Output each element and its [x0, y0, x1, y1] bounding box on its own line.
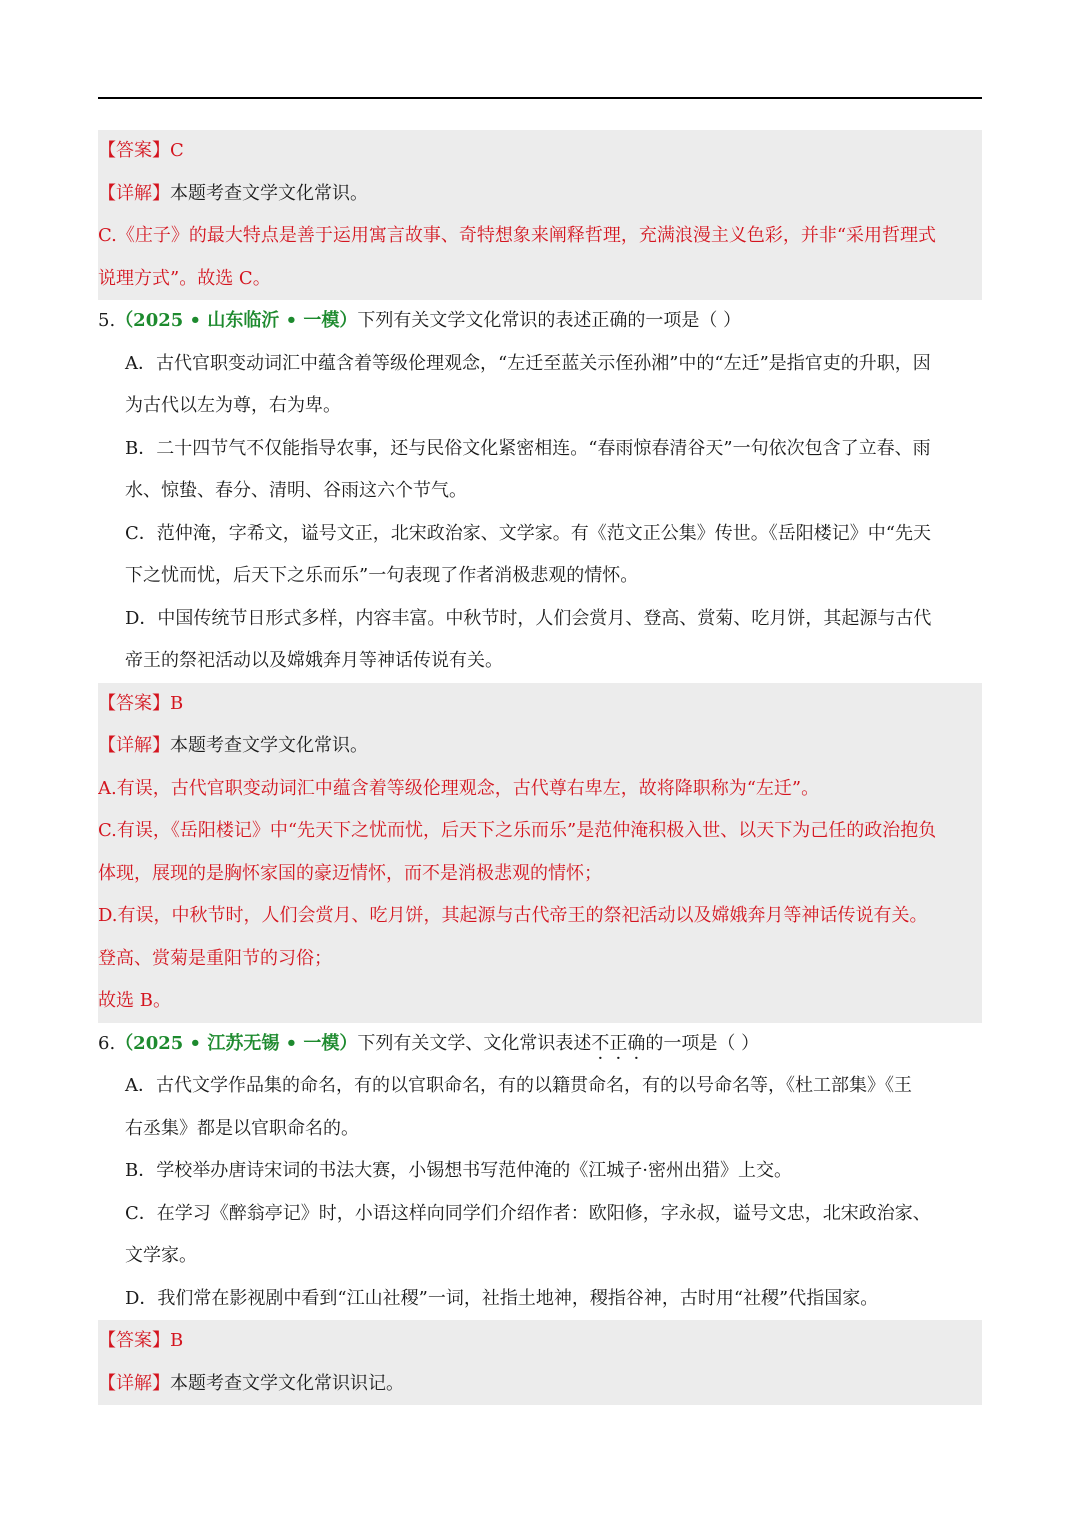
answer-block-3 [98, 1320, 982, 1405]
option-line: 为古代以左为尊，右为卑。 [125, 395, 341, 416]
option-line: B．二十四节气不仅能指导农事，还与民俗文化紧密相连。“春雨惊春清谷天”一句依次包含了立春、雨 [125, 437, 931, 459]
detail-text: 本题考查文学文化常识。 [170, 182, 368, 204]
question-source-tag: （2025 • 江苏无锡 • 一模） [115, 1032, 358, 1054]
document-body [98, 130, 982, 1405]
option-line: 下之忧而忧，后天下之乐而乐”一句表现了作者消极悲观的情怀。 [125, 565, 639, 586]
explain-line: 登高、赏菊是重阳节的习俗； [98, 947, 332, 969]
option-line: 右丞集》都是以官职命名的。 [125, 1117, 359, 1139]
answer-line [98, 1320, 982, 1363]
option-line: 文学家。 [125, 1245, 197, 1266]
option-line: B．学校举办唐诗宋词的书法大赛，小锡想书写范仲淹的《江城子·密州出猎》上交。 [125, 1160, 792, 1181]
option-line: A．古代文学作品集的命名，有的以官职命名，有的以籍贯命名，有的以号命名等，《杜工部集》《王 [125, 1075, 912, 1096]
detail-line [98, 173, 982, 216]
detail-text: 本题考查文学文化常识。 [170, 735, 368, 756]
explain-line: A.有误，古代官职变动词汇中蕴含着等级伦理观念，古代尊右卑左，故将降职称为“左迁”。 [98, 777, 820, 799]
question-6 [98, 1023, 982, 1321]
option-line: C．在学习《醉翁亭记》时，小语这样向同学们介绍作者：欧阳修，字永叔，谥号文忠，北宋政治家、 [125, 1202, 931, 1224]
emphasis-char: 确 [627, 1032, 646, 1054]
detail-label: 【详解】 [98, 182, 170, 204]
question-stem-text: 下列有关文学、文化常识表述 [357, 1032, 592, 1054]
question-stem [98, 1023, 982, 1066]
answer-value: B [170, 1330, 184, 1351]
answer-label: 【答案】 [98, 140, 170, 161]
answer-line [98, 683, 982, 726]
explain-line: D.有误，中秋节时，人们会赏月、吃月饼，其起源与古代帝王的祭祀活动以及嫦娥奔月等神话传说有关。 [98, 905, 928, 926]
emphasis-char: 正 [609, 1032, 628, 1054]
question-number: 5. [98, 310, 116, 331]
answer-value: B [170, 692, 184, 714]
answer-label: 【答案】 [98, 692, 170, 714]
option-line: 水、惊蛰、春分、清明、谷雨这六个节气。 [125, 480, 467, 501]
option-line: C．范仲淹，字希文，谥号文正，北宋政治家、文学家。有《范文正公集》传世。《岳阳楼记》中“先天 [125, 522, 931, 544]
explain-line: C.有误，《岳阳楼记》中“先天下之忧而忧，后天下之乐而乐”是范仲淹积极入世、以天下为己任的政治抱负 [98, 820, 937, 841]
emphasis-char: 不 [591, 1032, 610, 1054]
explain-line: C.《庄子》的最大特点是善于运用寓言故事、奇特想象来阐释哲理，充满浪漫主义色彩，并非“采用哲理式 [98, 225, 937, 246]
question-5 [98, 300, 982, 683]
question-stem-text: 下列有关文学文化常识的表述正确的一项是（ ） [357, 310, 742, 331]
question-stem [98, 300, 982, 343]
option-line: 帝王的祭祀活动以及嫦娥奔月等神话传说有关。 [125, 650, 503, 671]
header-rule [98, 97, 982, 99]
option-line: D．我们常在影视剧中看到“江山社稷”一词，社指土地神，稷指谷神，古时用“社稷”代指国家。 [125, 1287, 879, 1309]
explain-line: 体现，展现的是胸怀家国的豪迈情怀，而不是消极悲观的情怀； [98, 862, 602, 884]
answer-label: 【答案】 [98, 1330, 170, 1351]
question-source-tag: （2025 • 山东临沂 • 一模） [115, 310, 358, 331]
answer-value: C [170, 140, 184, 161]
detail-line [98, 1363, 982, 1406]
answer-block-1 [98, 130, 982, 300]
detail-text: 本题考查文学文化常识识记。 [170, 1372, 404, 1394]
option-line: A．古代官职变动词汇中蕴含着等级伦理观念，“左迁至蓝关示侄孙湘”中的“左迁”是指官吏的升职，因 [125, 352, 931, 374]
option-line: D．中国传统节日形式多样，内容丰富。中秋节时，人们会赏月、登高、赏菊、吃月饼，其起源与古代 [125, 607, 932, 629]
detail-label: 【详解】 [98, 735, 170, 756]
answer-block-2 [98, 683, 982, 1023]
question-stem-text: 的一项是（ ） [645, 1032, 760, 1054]
explain-line: 说理方式”。故选 C。 [98, 267, 271, 289]
detail-label: 【详解】 [98, 1372, 170, 1394]
explain-line: 故选 B。 [98, 990, 171, 1011]
question-number: 6. [98, 1032, 116, 1054]
answer-line [98, 130, 982, 173]
detail-line [98, 725, 982, 768]
